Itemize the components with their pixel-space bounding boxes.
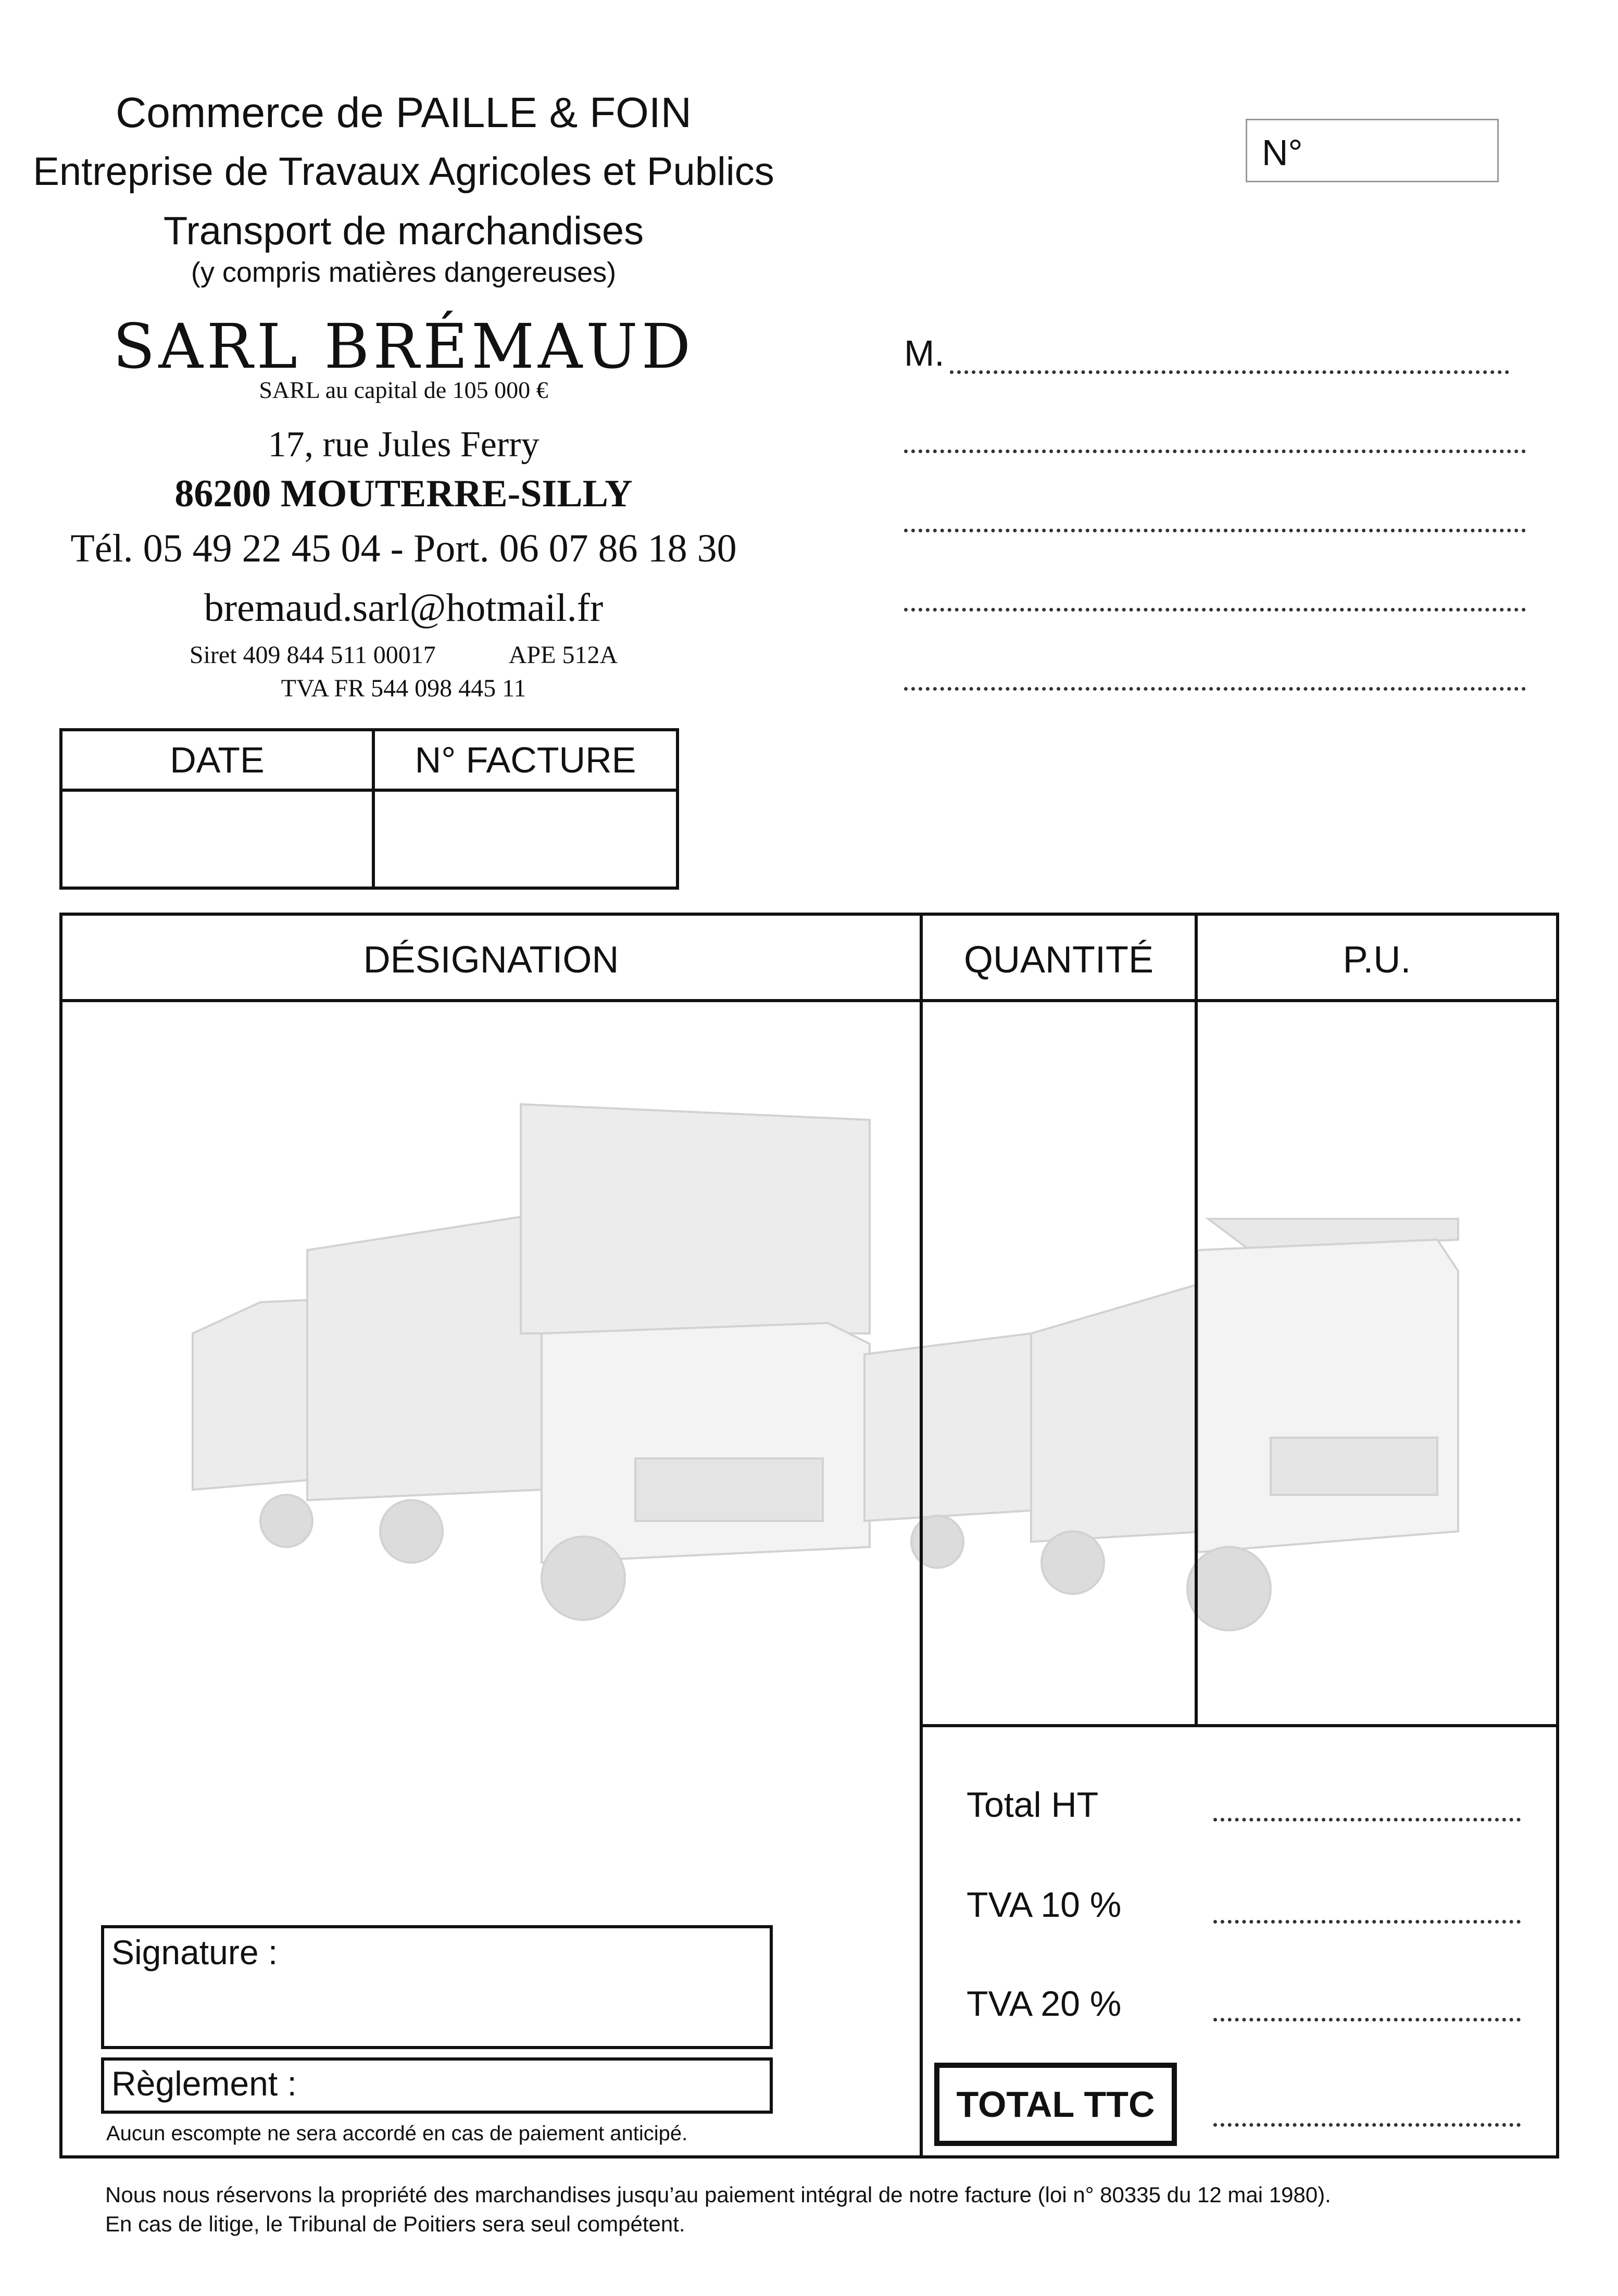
company-ape: APE 512A — [508, 641, 618, 669]
company-siret: Siret 409 844 511 00017 — [189, 641, 436, 669]
unit-price-cell[interactable] — [1198, 1002, 1556, 1721]
total-ht-label: Total HT — [967, 1785, 1099, 1825]
company-name: SARL BRÉMAUD — [112, 310, 695, 382]
address-dots — [904, 518, 1526, 532]
tva-20-label: TVA 20 % — [967, 1984, 1122, 2024]
company-phone: Tél. 05 49 22 45 04 - Port. 06 07 86 18 30 — [70, 527, 737, 570]
tva-20-value-line[interactable] — [1213, 2013, 1521, 2022]
business-line-agricultural-works: Entreprise de Travaux Agricoles et Publics — [33, 149, 774, 194]
recipient-address-line-1[interactable] — [904, 411, 1529, 464]
address-dots — [904, 597, 1526, 612]
invoice-number-cell[interactable] — [375, 792, 676, 887]
address-dots — [904, 439, 1526, 453]
designation-header: DÉSIGNATION — [363, 939, 619, 981]
company-city: 86200 MOUTERRE-SILLY — [174, 472, 633, 515]
company-ids — [31, 641, 776, 669]
total-ttc-label: TOTAL TTC — [934, 2063, 1177, 2146]
business-line-straw-hay: Commerce de PAILLE & FOIN — [116, 89, 692, 136]
recipient-address-line-2[interactable] — [904, 491, 1529, 543]
recipient-name-dots — [950, 360, 1509, 374]
company-tva: TVA FR 544 098 445 11 — [281, 675, 526, 702]
tva-10-value-line[interactable] — [1213, 1915, 1521, 1924]
recipient-address-line-4[interactable] — [904, 649, 1529, 701]
escompte-note: Aucun escompte ne sera accordé en cas de paiement anticipé. — [106, 2122, 688, 2145]
date-header: DATE — [170, 740, 265, 780]
recipient-label: M. — [904, 333, 945, 373]
quantity-header: QUANTITÉ — [963, 939, 1153, 981]
footer-jurisdiction-clause: En cas de litige, le Tribunal de Poitiers sera seul compétent. — [105, 2212, 685, 2236]
document-number-label: N° — [1262, 132, 1303, 173]
payment-label: Règlement : — [111, 2064, 297, 2103]
date-invoice-table — [59, 728, 679, 890]
invoice-number-header: N° FACTURE — [415, 740, 636, 780]
quantity-cell[interactable] — [923, 1002, 1191, 1721]
recipient-name-line[interactable] — [904, 332, 1529, 384]
totals-divider — [920, 1724, 1556, 1727]
recipient-address-line-3[interactable] — [904, 570, 1529, 622]
tva-10-label: TVA 10 % — [967, 1885, 1122, 1925]
company-capital: SARL au capital de 105 000 € — [259, 377, 548, 403]
total-ttc-value-line[interactable] — [1213, 2118, 1521, 2127]
designation-cell[interactable] — [62, 1002, 917, 1690]
document-number-box[interactable] — [1246, 119, 1499, 182]
date-cell[interactable] — [62, 792, 372, 887]
business-line-dangerous-goods: (y compris matières dangereuses) — [191, 257, 617, 288]
company-email: bremaud.sarl@hotmail.fr — [204, 586, 604, 630]
business-line-transport: Transport de marchandises — [163, 209, 644, 253]
payment-box[interactable] — [101, 2057, 773, 2114]
address-dots — [904, 677, 1526, 691]
total-ht-value-line[interactable] — [1213, 1813, 1521, 1821]
footer-property-clause: Nous nous réservons la propriété des marchandises jusqu’au paiement intégral de notre facture (loi n° 80335 du 12 mai 1980). — [105, 2182, 1331, 2207]
company-street: 17, rue Jules Ferry — [268, 425, 540, 465]
signature-label: Signature : — [111, 1933, 278, 1971]
signature-box[interactable] — [101, 1925, 773, 2049]
unit-price-header: P.U. — [1343, 939, 1411, 981]
